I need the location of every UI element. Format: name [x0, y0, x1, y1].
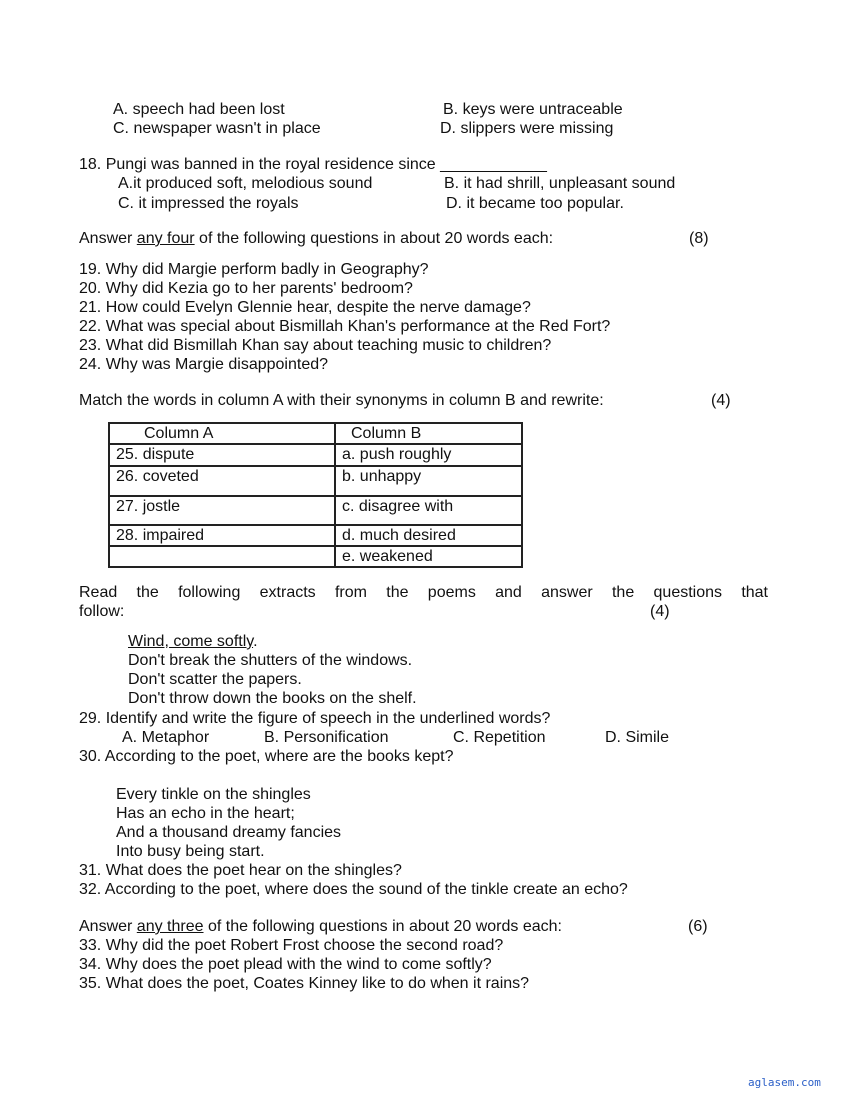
q17-option-d: D. slippers were missing — [440, 120, 614, 137]
q18-option-c: C. it impressed the royals — [118, 195, 299, 212]
question: 31. What does the poet hear on the shingles? — [79, 862, 402, 879]
question: 35. What does the poet, Coates Kinney like to do when it rains? — [79, 975, 530, 992]
table-cell: 27. jostle — [109, 496, 335, 525]
poem-line: Don't break the shutters of the windows. — [128, 652, 413, 669]
poem-line: And a thousand dreamy fancies — [116, 824, 342, 841]
poem-line — [128, 632, 258, 651]
q29-option-c: C. Repetition — [453, 729, 546, 746]
question: 32. According to the poet, where does the sound of the tinkle create an echo? — [79, 881, 628, 898]
q18-option-b: B. it had shrill, unpleasant sound — [444, 175, 676, 192]
question: 34. Why does the poet plead with the wind to come softly? — [79, 956, 492, 973]
q18-question: 18. Pungi was banned in the royal residence since ____________ — [79, 156, 547, 173]
poem-punct: . — [253, 633, 258, 650]
poem-line: Has an echo in the heart; — [116, 805, 295, 822]
question: 20. Why did Kezia go to her parents' bedroom? — [79, 280, 413, 297]
table-cell — [109, 546, 335, 567]
q29-option-b: B. Personification — [264, 729, 389, 746]
question: 21. How could Evelyn Glennie hear, despite the nerve damage? — [79, 299, 531, 316]
question: 33. Why did the poet Robert Frost choose the second road? — [79, 937, 504, 954]
poem-line: Don't scatter the papers. — [128, 671, 302, 688]
section-marks: (6) — [688, 918, 708, 935]
table-cell: e. weakened — [335, 546, 522, 567]
section-instruction — [79, 229, 553, 248]
instruction-text: of the following questions in about 20 words each: — [194, 230, 554, 247]
column-a-header: Column A — [109, 423, 335, 444]
instruction-text: Answer — [79, 230, 137, 247]
match-marks: (4) — [711, 392, 731, 409]
table-cell: d. much desired — [335, 525, 522, 546]
table-cell: a. push roughly — [335, 444, 522, 466]
poem-line: Into busy being start. — [116, 843, 265, 860]
question: 30. According to the poet, where are the books kept? — [79, 748, 454, 765]
instruction-emphasis: any three — [136, 918, 204, 935]
poem-line: Every tinkle on the shingles — [116, 786, 311, 803]
q29-option-a: A. Metaphor — [122, 729, 210, 746]
q17-option-c: C. newspaper wasn't in place — [113, 120, 321, 137]
question: 23. What did Bismillah Khan say about teaching music to children? — [79, 337, 552, 354]
q17-option-a: A. speech had been lost — [113, 101, 285, 118]
match-table — [108, 422, 523, 568]
question: 19. Why did Margie perform badly in Geography? — [79, 261, 429, 278]
instruction-text: Answer — [79, 918, 137, 935]
question: 24. Why was Margie disappointed? — [79, 356, 329, 373]
table-cell: c. disagree with — [335, 496, 522, 525]
q18-option-d: D. it became too popular. — [446, 195, 624, 212]
poems-instruction-cont: follow: — [79, 603, 125, 620]
instruction-text: of the following questions in about 20 words each: — [203, 918, 562, 935]
footer-link[interactable]: aglasem.com — [748, 1076, 821, 1089]
match-instruction: Match the words in column A with their synonyms in column B and rewrite: — [79, 392, 604, 409]
table-cell: 25. dispute — [109, 444, 335, 466]
q18-option-a: A.it produced soft, melodious sound — [118, 175, 373, 192]
poems-marks: (4) — [650, 603, 670, 620]
underlined-words: Wind, come softly — [128, 633, 254, 650]
table-cell: 26. coveted — [109, 466, 335, 496]
section-instruction — [79, 917, 562, 936]
q29-option-d: D. Simile — [605, 729, 670, 746]
poem-line: Don't throw down the books on the shelf. — [128, 690, 417, 707]
table-cell: 28. impaired — [109, 525, 335, 546]
question: 22. What was special about Bismillah Khan's performance at the Red Fort? — [79, 318, 611, 335]
question: 29. Identify and write the figure of speech in the underlined words? — [79, 710, 551, 727]
poems-instruction: Read the following extracts from the poems and answer the questions that — [79, 584, 768, 601]
q17-option-b: B. keys were untraceable — [443, 101, 623, 118]
column-b-header: Column B — [335, 423, 522, 444]
section-marks: (8) — [689, 230, 709, 247]
instruction-emphasis: any four — [136, 230, 195, 247]
table-cell: b. unhappy — [335, 466, 522, 496]
